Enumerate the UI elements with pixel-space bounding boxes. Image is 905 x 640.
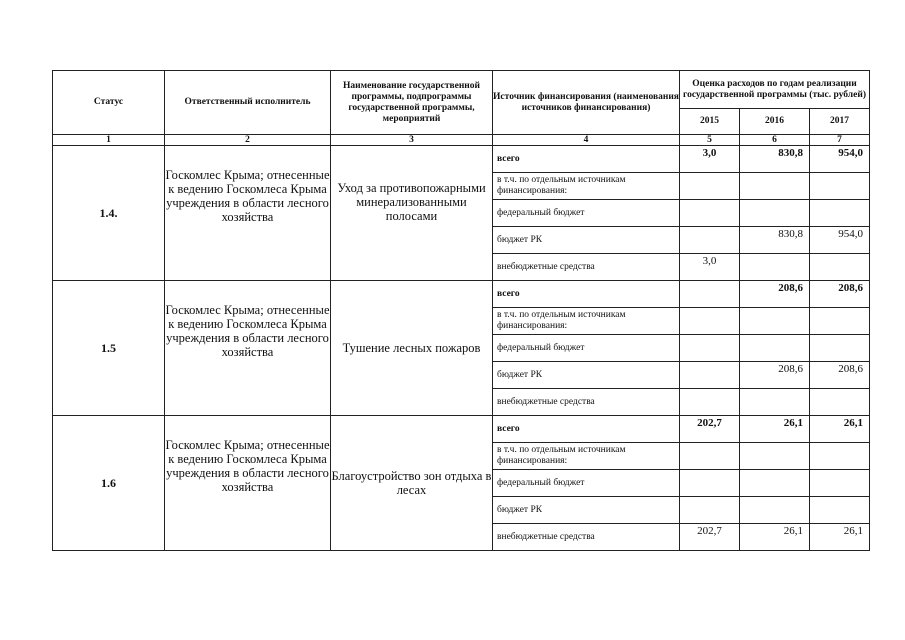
value-2016 [740, 497, 810, 524]
value-2017: 26,1 [810, 524, 870, 551]
table-row [53, 146, 870, 173]
value-2016 [740, 308, 810, 335]
value-2017: 954,0 [810, 146, 870, 173]
value-2015 [680, 308, 740, 335]
value-2015 [680, 281, 740, 308]
section-executor: Госкомлес Крыма; отнесенные к ведению Госкомлеса Крыма учреждения в области лесного хозяйства [165, 416, 331, 551]
header-executor: Ответственный исполнитель [165, 71, 331, 135]
value-2015 [680, 173, 740, 200]
header-year-2017: 2017 [810, 109, 870, 135]
value-2015 [680, 443, 740, 470]
column-number-6: 6 [740, 135, 810, 146]
column-number-5: 5 [680, 135, 740, 146]
source-label: бюджет РК [493, 362, 680, 389]
header-year-2015: 2015 [680, 109, 740, 135]
value-2016: 26,1 [740, 524, 810, 551]
value-2017 [810, 254, 870, 281]
section-status: 1.4. [53, 146, 165, 281]
header-year-2016: 2016 [740, 109, 810, 135]
value-2015 [680, 362, 740, 389]
value-2015 [680, 227, 740, 254]
value-2016: 830,8 [740, 227, 810, 254]
value-2017 [810, 200, 870, 227]
value-2017: 26,1 [810, 416, 870, 443]
value-2016 [740, 254, 810, 281]
section-program: Благоустройство зон отдыха в лесах [331, 416, 493, 551]
section-executor: Госкомлес Крыма; отнесенные к ведению Госкомлеса Крыма учреждения в области лесного хозяйства [165, 281, 331, 416]
header-program-name: Наименование государственной программы, подпрограммы государственной программы, мероприятий [331, 71, 493, 135]
value-2015: 3,0 [680, 146, 740, 173]
value-2017 [810, 389, 870, 416]
table-row [53, 281, 870, 308]
source-label: бюджет РК [493, 227, 680, 254]
section-status: 1.6 [53, 416, 165, 551]
value-2015: 202,7 [680, 524, 740, 551]
source-label: федеральный бюджет [493, 335, 680, 362]
source-label: внебюджетные средства [493, 389, 680, 416]
value-2017 [810, 443, 870, 470]
value-2016 [740, 443, 810, 470]
source-label: в т.ч. по отдельным источникам финансирования: [493, 308, 680, 335]
section-executor: Госкомлес Крыма; отнесенные к ведению Госкомлеса Крыма учреждения в области лесного хозяйства [165, 146, 331, 281]
source-label: в т.ч. по отдельным источникам финансирования: [493, 443, 680, 470]
table-row [53, 416, 870, 443]
value-2015 [680, 497, 740, 524]
header-source: Источник финансирования (наименования источников финансирования) [493, 71, 680, 135]
value-2016: 830,8 [740, 146, 810, 173]
value-2016 [740, 470, 810, 497]
value-2015 [680, 200, 740, 227]
column-number-3: 3 [331, 135, 493, 146]
source-label: в т.ч. по отдельным источникам финансирования: [493, 173, 680, 200]
value-2016: 26,1 [740, 416, 810, 443]
value-2017: 208,6 [810, 362, 870, 389]
section-status: 1.5 [53, 281, 165, 416]
value-2017: 208,6 [810, 281, 870, 308]
value-2017 [810, 173, 870, 200]
source-label: федеральный бюджет [493, 200, 680, 227]
value-2017 [810, 470, 870, 497]
value-2015 [680, 335, 740, 362]
value-2017: 954,0 [810, 227, 870, 254]
value-2017 [810, 497, 870, 524]
source-label: внебюджетные средства [493, 254, 680, 281]
value-2016 [740, 173, 810, 200]
value-2015: 3,0 [680, 254, 740, 281]
value-2017 [810, 308, 870, 335]
value-2015: 202,7 [680, 416, 740, 443]
column-number-1: 1 [53, 135, 165, 146]
value-2015 [680, 389, 740, 416]
source-label: федеральный бюджет [493, 470, 680, 497]
section-program: Тушение лесных пожаров [331, 281, 493, 416]
source-total: всего [493, 281, 680, 308]
header-row [53, 71, 870, 109]
value-2016 [740, 389, 810, 416]
value-2017 [810, 335, 870, 362]
value-2016 [740, 200, 810, 227]
column-number-7: 7 [810, 135, 870, 146]
header-estimate: Оценка расходов по годам реализации государственной программы (тыс. рублей) [680, 71, 870, 109]
value-2016: 208,6 [740, 281, 810, 308]
source-total: всего [493, 146, 680, 173]
source-label: внебюджетные средства [493, 524, 680, 551]
column-number-2: 2 [165, 135, 331, 146]
source-total: всего [493, 416, 680, 443]
header-status: Статус [53, 71, 165, 135]
source-label: бюджет РК [493, 497, 680, 524]
column-number-4: 4 [493, 135, 680, 146]
budget-table [52, 70, 870, 551]
column-number-row [53, 135, 870, 146]
value-2016 [740, 335, 810, 362]
section-program: Уход за противопожарными минерализованными полосами [331, 146, 493, 281]
value-2016: 208,6 [740, 362, 810, 389]
value-2015 [680, 470, 740, 497]
